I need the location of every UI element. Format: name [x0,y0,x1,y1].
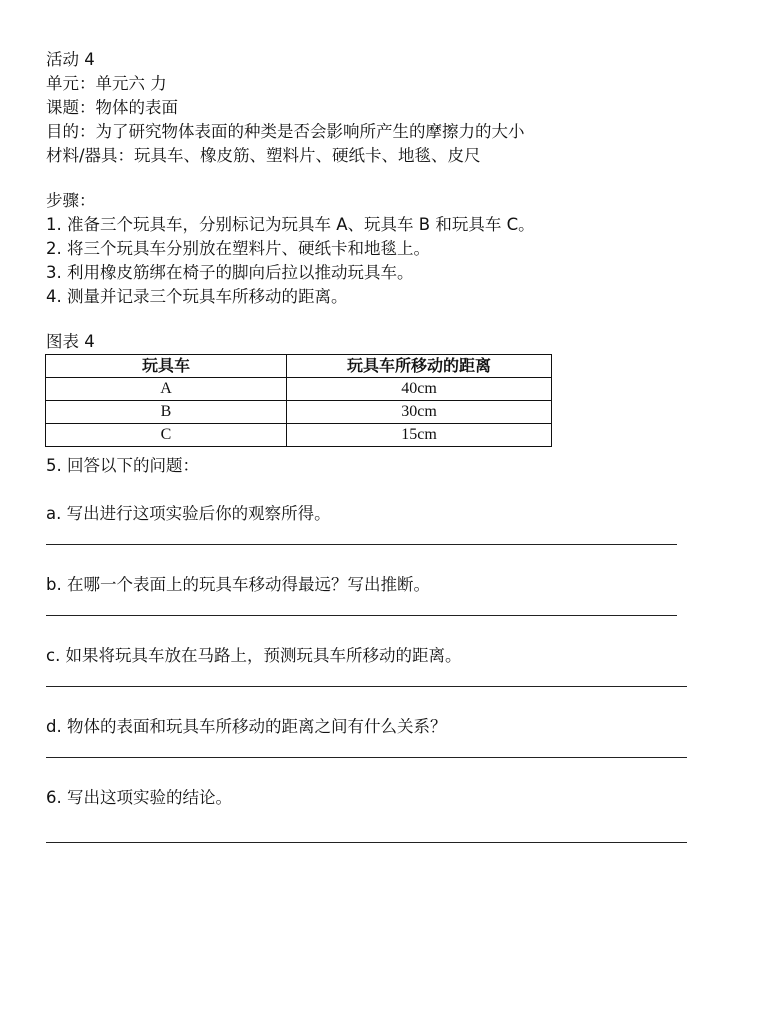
table-cell-car: A [46,378,287,401]
table-row [46,424,552,447]
table-row [46,401,552,424]
table-cell-car: B [46,401,287,424]
step-item-4: 4. 测量并记录三个玩具车所移动的距离。 [46,287,348,306]
answer-line-a[interactable] [46,544,677,545]
activity-label: 活动 4 [46,50,95,69]
answer-line-6[interactable] [46,842,687,843]
step-item-1: 1. 准备三个玩具车，分别标记为玩具车 A、玩具车 B 和玩具车 C。 [46,215,535,234]
step-item-3: 3. 利用橡皮筋绑在椅子的脚向后拉以推动玩具车。 [46,263,414,282]
steps-title: 步骤： [46,191,96,210]
table-cell-distance: 40cm [287,378,552,401]
answer-line-d[interactable] [46,757,687,758]
table-cell-distance: 30cm [287,401,552,424]
question-d: d. 物体的表面和玩具车所移动的距离之间有什么关系？ [46,717,447,736]
table-row [46,378,552,401]
table-cell-car: C [46,424,287,447]
topic-line: 课题：物体的表面 [46,98,178,117]
questions-intro: 5. 回答以下的问题： [46,456,199,475]
table-header-row [46,355,552,378]
question-a: a. 写出进行这项实验后你的观察所得。 [46,504,331,523]
table-header-distance: 玩具车所移动的距离 [287,355,552,378]
results-table [45,354,552,447]
answer-line-b[interactable] [46,615,677,616]
table-cell-distance: 15cm [287,424,552,447]
materials-line: 材料/器具：玩具车、橡皮筋、塑料片、硬纸卡、地毯、皮尺 [46,146,481,165]
answer-line-c[interactable] [46,686,687,687]
unit-line: 单元：单元六 力 [46,74,167,93]
question-b: b. 在哪一个表面上的玩具车移动得最远？写出推断。 [46,575,430,594]
step-item-2: 2. 将三个玩具车分别放在塑料片、硬纸卡和地毯上。 [46,239,430,258]
question-6: 6. 写出这项实验的结论。 [46,788,232,807]
question-c: c. 如果将玩具车放在马路上，预测玩具车所移动的距离。 [46,646,462,665]
table-header-car: 玩具车 [46,355,287,378]
table-caption: 图表 4 [46,332,95,351]
aim-line: 目的：为了研究物体表面的种类是否会影响所产生的摩擦力的大小 [46,122,525,141]
